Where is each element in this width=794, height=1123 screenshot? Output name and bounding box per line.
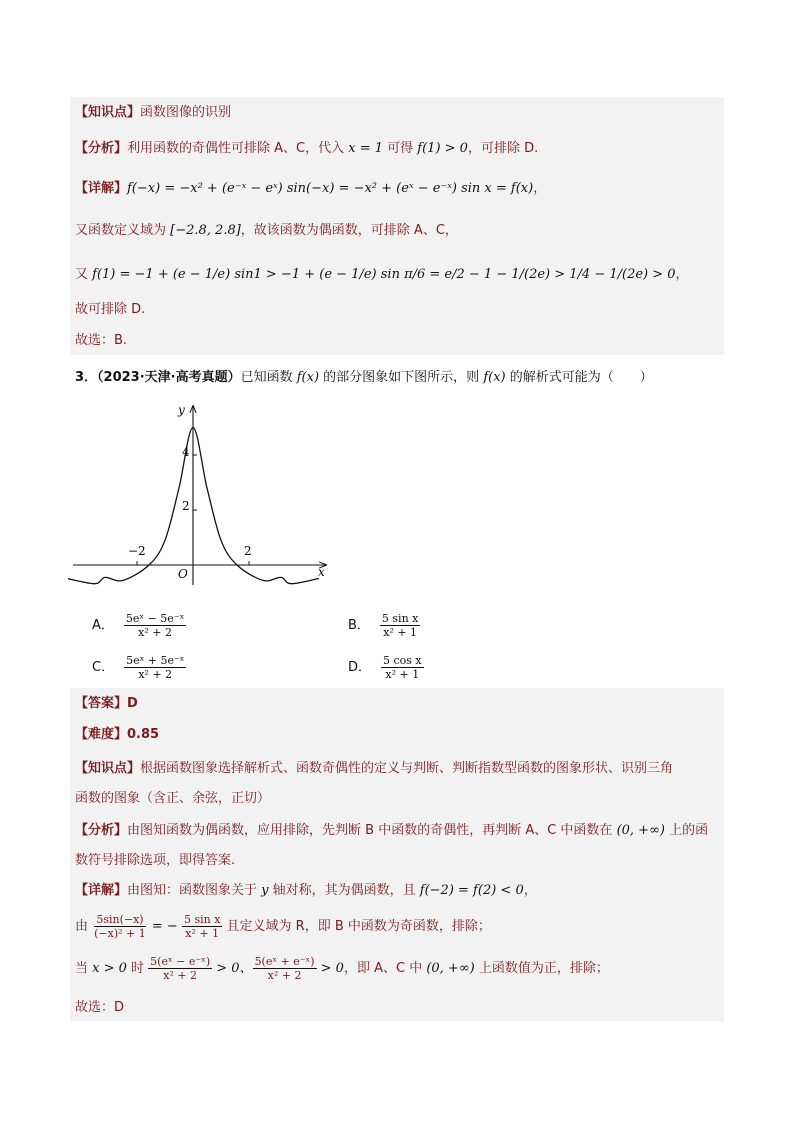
knowledge-tag: 【知识点】: [75, 105, 141, 120]
analysis-line-2a: [75, 822, 708, 840]
domain-line: [75, 222, 458, 240]
detail-text: 轴对称，其为偶函数，且: [268, 883, 420, 898]
detail-line-2c: [75, 952, 609, 986]
question-text: 已知函数: [240, 370, 297, 385]
question-source: （2023·天津·高考真题）: [97, 370, 241, 385]
detail-line-2a: [75, 882, 537, 900]
option-b[interactable]: [348, 612, 420, 639]
math-expr: x > 0: [92, 961, 127, 976]
option-d[interactable]: [348, 654, 424, 681]
function-graph: [68, 400, 338, 590]
math-expr: f(−x) = −x² + (e⁻ˣ − eˣ) sin(−x) = −x² + (eˣ − e⁻ˣ) sin x = f(x): [127, 181, 534, 196]
fraction-numerator: 5eˣ + 5e⁻ˣ: [126, 654, 185, 667]
knowledge-line-2b: 函数的图象（含正、余弦，正切）: [75, 791, 271, 806]
analysis-tag: 【分析】: [75, 823, 128, 838]
fraction-denominator: x² + 2: [267, 969, 302, 982]
math-expr: f(1) > 0: [417, 141, 468, 156]
detail-text: 上函数值为正，排除；: [474, 961, 609, 976]
detail-text: 由图知：函数图象关于: [127, 883, 262, 898]
difficulty-line: [75, 726, 159, 744]
choice-line-1: 故选：B.: [75, 333, 128, 348]
option-label: A．: [92, 618, 114, 633]
tick-label-y-4: 4: [182, 445, 190, 459]
answer-line: [75, 695, 138, 713]
detail-tag: 【详解】: [75, 883, 128, 898]
exclude-line: 故可排除 D.: [75, 302, 146, 317]
fraction-denominator: x² + 1: [385, 668, 420, 681]
math-expr: f(x): [296, 370, 320, 385]
detail-line-1: [75, 180, 546, 198]
knowledge-line-2a: [75, 760, 673, 778]
y-axis-label: y: [178, 403, 185, 417]
math-expr: > 0: [316, 961, 344, 976]
fraction-numerator: 5(eˣ + e⁻ˣ): [254, 955, 315, 968]
math-expr: [−2.8, 2.8]: [170, 223, 241, 238]
option-c[interactable]: [92, 654, 186, 681]
fraction: [148, 955, 212, 982]
fraction-numerator: 5 sin x: [381, 612, 419, 625]
knowledge-text: 根据函数图象选择解析式、函数奇偶性的定义与判断、判断指数型函数的图象形状、识别三角: [140, 761, 674, 776]
fraction: [92, 913, 148, 940]
option-fraction: [380, 612, 420, 639]
answer-tag: 【答案】: [75, 696, 128, 711]
math-expr: > 0、: [212, 961, 253, 976]
fraction-denominator: x² + 2: [163, 969, 198, 982]
option-fraction: [124, 654, 186, 681]
knowledge-line-1: [75, 104, 231, 122]
fraction-denominator: x² + 2: [138, 668, 173, 681]
analysis-line-2b: 数符号排除选项，即得答案.: [75, 853, 236, 868]
math-expr: (0, +∞): [616, 823, 665, 838]
fraction-numerator: 5 cos x: [383, 654, 422, 667]
option-label: C．: [92, 660, 115, 675]
detail-text: ，: [533, 181, 547, 196]
difficulty-value: 0.85: [127, 727, 160, 742]
fraction-numerator: 5sin(−x): [96, 913, 144, 926]
detail-text: ，即 A、C 中: [343, 961, 427, 976]
detail-text: 时: [126, 961, 149, 976]
analysis-text: ，可排除 D.: [467, 141, 539, 156]
detail-text: 由: [75, 919, 93, 934]
detail-text: 且定义域为 R，即 B 中函数为奇函数，排除；: [222, 919, 491, 934]
fraction-numerator: 5(eˣ − e⁻ˣ): [150, 955, 211, 968]
question-number: 3．: [75, 370, 98, 385]
knowledge-text: 函数图像的识别: [140, 105, 232, 120]
math-expr: (0, +∞): [426, 961, 475, 976]
option-fraction: [381, 654, 424, 681]
difficulty-tag: 【难度】: [75, 727, 128, 742]
detail-text: 又函数定义域为: [75, 223, 171, 238]
detail-text: ，故该函数为偶函数，可排除 A、C，: [240, 223, 458, 238]
fraction-denominator: x² + 1: [383, 626, 418, 639]
fraction-numerator: 5eˣ − 5e⁻ˣ: [125, 612, 185, 625]
fraction-denominator: x² + 2: [138, 626, 172, 639]
analysis-text: 上的函: [664, 823, 709, 838]
tick-label-x-pos2: 2: [244, 544, 252, 558]
fraction-denominator: (−x)² + 1: [94, 927, 146, 940]
answer-text: D: [127, 696, 138, 711]
option-label: D．: [348, 660, 372, 675]
analysis-tag: 【分析】: [75, 141, 128, 156]
math-expr: f(1) = −1 + (e − 1/e) sin1 > −1 + (e − 1/e) sin π/6 = e/2 − 1 − 1/(2e) > 1/4 − 1/(2e) > 0: [92, 267, 676, 282]
analysis-text: 由图知函数为偶函数，应用排除，先判断 B 中函数的奇偶性，再判断 A、C 中函数在: [127, 823, 617, 838]
choice-line-2: 故选：D: [75, 1000, 125, 1015]
analysis-text: 利用函数的奇偶性可排除 A、C，代入: [127, 141, 349, 156]
detail-text: ，: [523, 883, 537, 898]
math-expr: y: [261, 883, 269, 898]
analysis-line-1: [75, 140, 538, 158]
option-label: B．: [348, 618, 370, 633]
inequality-line: [75, 266, 689, 284]
math-expr: x = 1: [348, 141, 384, 156]
fraction: [253, 955, 317, 982]
option-fraction: [124, 612, 186, 639]
knowledge-tag: 【知识点】: [75, 761, 141, 776]
origin-label: O: [178, 567, 188, 581]
question-stem: [75, 369, 653, 387]
detail-text: ，: [675, 267, 689, 282]
fraction: [182, 913, 222, 940]
fraction-denominator: x² + 1: [185, 927, 220, 940]
analysis-text: 可得: [383, 141, 418, 156]
question-text: 的部分图象如下图所示，则: [319, 370, 484, 385]
detail-text: 又: [75, 267, 93, 282]
detail-text: 当: [75, 961, 93, 976]
math-expr: = −: [147, 919, 182, 934]
math-expr: f(−2) = f(2) < 0: [419, 883, 524, 898]
detail-line-2b: [75, 910, 491, 944]
x-axis-label: x: [318, 565, 325, 579]
fraction-numerator: 5 sin x: [183, 913, 221, 926]
tick-label-y-2: 2: [182, 499, 190, 513]
question-text: 的解析式可能为（ ）: [505, 370, 653, 385]
math-expr: f(x): [483, 370, 506, 385]
detail-tag: 【详解】: [75, 181, 128, 196]
tick-label-x-neg2: −2: [128, 544, 146, 558]
option-a[interactable]: [92, 612, 186, 639]
